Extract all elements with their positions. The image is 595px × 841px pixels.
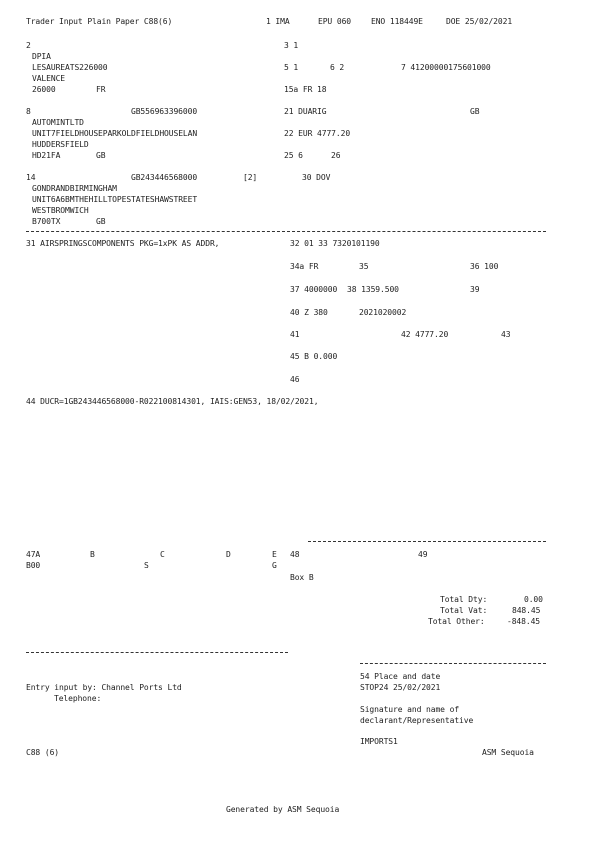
box54-divider — [360, 663, 546, 664]
box-b-label: Box B — [290, 573, 314, 582]
box47-method: S — [144, 561, 149, 570]
box25-transport-mode: 25 6 — [284, 151, 303, 160]
box40-reference: 2021020002 — [359, 308, 407, 317]
box31-goods-description: 31 AIRSPRINGSCOMPONENTS PKG=1xPK AS ADDR, — [26, 239, 220, 248]
box8-number: 8 — [26, 107, 31, 116]
box5-items: 5 1 — [284, 63, 299, 72]
box39-quota: 39 — [470, 285, 480, 294]
box37-procedure: 37 4000000 — [290, 285, 338, 294]
total-duty-value: 0.00 — [524, 595, 543, 604]
consignor-postcode: 26000 — [32, 85, 56, 94]
declarant-id: IMPORTS1 — [360, 737, 398, 746]
box54-place-date: STOP24 25/02/2021 — [360, 683, 441, 692]
consignee-name: AUTOMINTLTD — [32, 118, 84, 127]
declarant-tag: [2] — [243, 173, 258, 182]
box47-column-e: E — [272, 550, 277, 559]
signature-label-line2: declarant/Representative — [360, 716, 474, 725]
consignee-city: HUDDERSFIELD — [32, 140, 89, 149]
total-duty-label: Total Dty: — [440, 595, 488, 604]
box47-label: 47A — [26, 550, 41, 559]
box44-additional-information: 44 DUCR=1GB243446568000-R022100814301, IAIS:GEN53, 18/02/2021, — [26, 397, 319, 406]
box35-gross-mass: 35 — [359, 262, 369, 271]
total-other-value: -848.45 — [507, 617, 541, 626]
consignor-country: FR — [96, 85, 106, 94]
box47-tax-type: B00 — [26, 561, 41, 570]
consignee-postcode: HD21FA — [32, 151, 61, 160]
section-divider — [26, 231, 546, 232]
footer-generated-by: Generated by ASM Sequoia — [226, 805, 340, 814]
box42-item-price: 42 4777.20 — [401, 330, 449, 339]
telephone-label: Telephone: — [54, 694, 102, 703]
box36-preference: 36 100 — [470, 262, 499, 271]
box43-valuation-method: 43 — [501, 330, 511, 339]
box3-forms: 3 1 — [284, 41, 299, 50]
box32-33-commodity-code: 32 01 33 7320101190 — [290, 239, 380, 248]
box49-warehouse: 49 — [418, 550, 428, 559]
box45-adjustment: 45 B 0.000 — [290, 352, 338, 361]
form-code: C88 (6) — [26, 748, 60, 757]
epu-number: EPU 060 — [318, 17, 352, 26]
declarant-eori: GB243446568000 — [131, 173, 198, 182]
box26-inland-mode: 26 — [331, 151, 341, 160]
declarant-country: GB — [96, 217, 106, 226]
box6-packages: 6 2 — [330, 63, 345, 72]
box48-deferred-payment: 48 — [290, 550, 300, 559]
box38-net-mass: 38 1359.500 — [347, 285, 399, 294]
entry-number: ENO 118449E — [371, 17, 423, 26]
signature-label-line1: Signature and name of — [360, 705, 460, 714]
total-vat-value: 848.45 — [512, 606, 541, 615]
box41-supplementary-units: 41 — [290, 330, 300, 339]
consignor-name: DPIA — [32, 52, 51, 61]
box40-previous-document: 40 Z 380 — [290, 308, 328, 317]
entry-input-by: Entry input by: Channel Ports Ltd — [26, 683, 182, 692]
declarant-address: UNIT6A6BMTHEHILLTOPESTATESHAWSTREET — [32, 195, 198, 204]
box1-declaration-type: 1 IMA — [266, 17, 290, 26]
box54-label: 54 Place and date — [360, 672, 441, 681]
box22-currency-amount: 22 EUR 4777.20 — [284, 129, 351, 138]
document-title: Trader Input Plain Paper C88(6) — [26, 17, 173, 26]
declarant-city: WESTBROMWICH — [32, 206, 89, 215]
box47-payment-code: G — [272, 561, 277, 570]
box46-statistical-value: 46 — [290, 375, 300, 384]
box47-column-c: C — [160, 550, 165, 559]
consignee-eori: GB556963396000 — [131, 107, 198, 116]
date-of-entry: DOE 25/02/2021 — [446, 17, 513, 26]
box2-number: 2 — [26, 41, 31, 50]
declarant-postcode: B700TX — [32, 217, 61, 226]
consignor-city: VALENCE — [32, 74, 66, 83]
consignee-country: GB — [96, 151, 106, 160]
box47-column-b: B — [90, 550, 95, 559]
entry-divider — [26, 652, 288, 653]
box7-reference: 7 41200000175601000 — [401, 63, 491, 72]
box14-number: 14 — [26, 173, 36, 182]
declarant-name: GONDRANDBIRMINGHAM — [32, 184, 117, 193]
box47-column-d: D — [226, 550, 231, 559]
box48-divider — [308, 541, 546, 542]
box21-country: GB — [470, 107, 480, 116]
system-name: ASM Sequoia — [482, 748, 534, 757]
total-other-label: Total Other: — [428, 617, 485, 626]
total-vat-label: Total Vat: — [440, 606, 488, 615]
box30-goods-location: 30 DOV — [302, 173, 331, 182]
box15a-dispatch-country: 15a FR 18 — [284, 85, 327, 94]
box21-transport: 21 DUARIG — [284, 107, 327, 116]
consignee-address: UNIT7FIELDHOUSEPARKOLDFIELDHOUSELAN — [32, 129, 198, 138]
consignor-address: LESAUREATS226000 — [32, 63, 108, 72]
box34a-origin: 34a FR — [290, 262, 319, 271]
